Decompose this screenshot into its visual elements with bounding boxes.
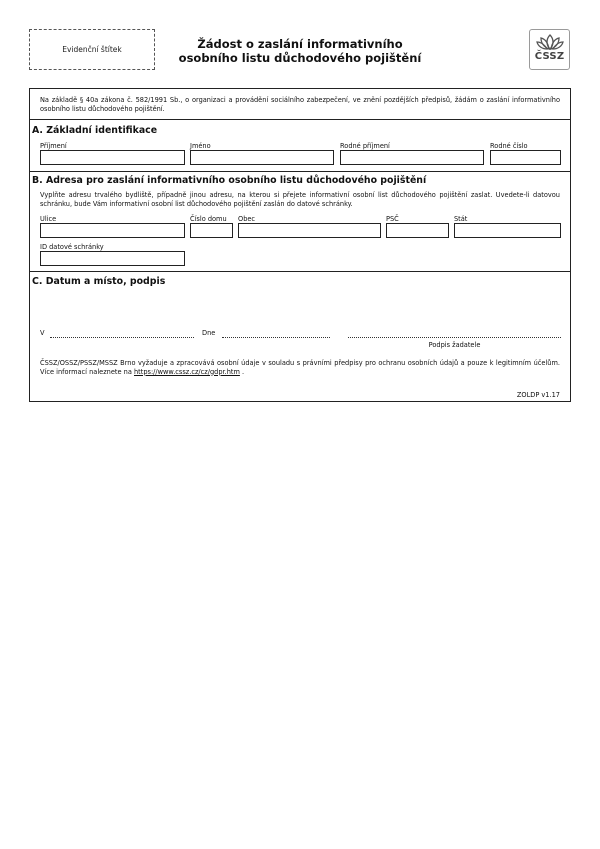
signature-line[interactable] — [348, 337, 561, 338]
house-number-label: Číslo domu — [190, 215, 227, 223]
section-b-instructions: Vyplňte adresu trvalého bydliště, případně jinou adresu, na kterou si přejete informativní osobní list důchodového pojištění zaslat. Uvedete-li datovou schránku, bude Vám informativní osobní list důchodového pojištění zaslán do datové schránky. — [40, 191, 560, 208]
form-title-line-2: osobního listu důchodového pojištění — [178, 51, 422, 65]
divider-c — [30, 271, 570, 272]
registration-label-box — [29, 29, 155, 70]
form-version: ZOLDP v1.17 — [516, 391, 560, 399]
gdpr-text: ČSSZ/OSSZ/PSSZ/MSSZ Brno vyžaduje a zpracovává osobní údaje v souladu s právními předpisy pro ochranu osobních údajů a pouze k legitimním účelům. Více informací naleznete na — [40, 359, 560, 376]
gdpr-link[interactable]: https://www.cssz.cz/cz/gdpr.htm — [133, 367, 240, 376]
house-number-field[interactable] — [190, 223, 233, 238]
gdpr-notice — [40, 359, 560, 376]
name-label: Jméno — [190, 142, 211, 150]
form-title-line-1: Žádost o zaslání informativního — [197, 37, 403, 51]
divider-b — [30, 171, 570, 172]
place-line[interactable] — [50, 337, 194, 338]
date-prefix: Dne — [202, 329, 216, 337]
section-c-title: C. Datum a místo, podpis — [32, 276, 166, 287]
birth-surname-label: Rodné příjmení — [340, 142, 390, 150]
gdpr-suffix: . — [242, 367, 245, 376]
birth-surname-field[interactable] — [340, 150, 484, 165]
municipality-field[interactable] — [238, 223, 381, 238]
divider-a — [30, 119, 570, 120]
zip-field[interactable] — [386, 223, 449, 238]
country-field[interactable] — [454, 223, 561, 238]
name-field[interactable] — [190, 150, 334, 165]
country-label: Stát — [454, 215, 468, 223]
data-box-id-field[interactable] — [40, 251, 185, 266]
surname-field[interactable] — [40, 150, 185, 165]
date-line[interactable] — [222, 337, 330, 338]
cssz-logo — [529, 29, 570, 70]
logo-text: ČSSZ — [534, 51, 565, 62]
lotus-icon — [536, 34, 564, 50]
request-form — [29, 88, 571, 402]
street-field[interactable] — [40, 223, 185, 238]
surname-label: Příjmení — [40, 142, 67, 150]
registration-label-text: Evidenční štítek — [62, 45, 122, 54]
form-title — [165, 37, 435, 65]
zip-label: PSČ — [386, 215, 399, 223]
section-b-title: B. Adresa pro zaslání informativního osobního listu důchodového pojištění — [32, 175, 427, 186]
place-prefix: V — [40, 329, 45, 337]
signature-label: Podpis žadatele — [428, 341, 481, 349]
birth-number-field[interactable] — [490, 150, 561, 165]
intro-text: Na základě § 40a zákona č. 582/1991 Sb., o organizaci a provádění sociálního zabezpečení, ve znění pozdějších předpisů, žádám o zaslání informativního osobního listu důchodového pojištění. — [40, 96, 560, 113]
street-label: Ulice — [40, 215, 57, 223]
section-a-title: A. Základní identifikace — [32, 125, 158, 136]
municipality-label: Obec — [238, 215, 256, 223]
data-box-id-label: ID datové schránky — [40, 243, 104, 251]
birth-number-label: Rodné číslo — [490, 142, 528, 150]
